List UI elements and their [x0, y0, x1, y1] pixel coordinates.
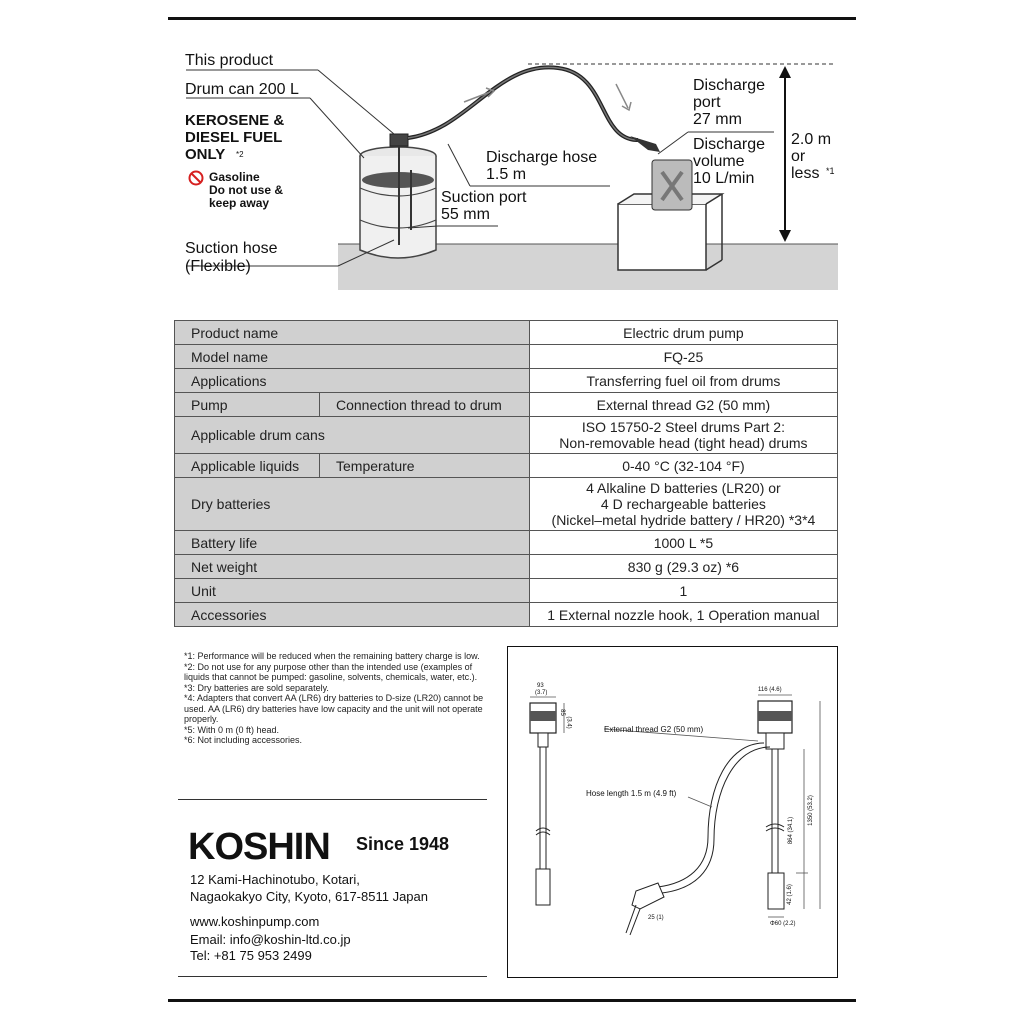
note-2: *2: Do not use for any purpose other than the intended use (examples of liquids that cannot be pumped: gasoline, solvents, chemicals, water, etc.). [184, 661, 478, 682]
liquids-label: Applicable liquids [175, 454, 320, 478]
discharge-volume-line3: 10 L/min [693, 170, 755, 187]
temperature: 0-40 °C (32-104 °F) [529, 454, 837, 478]
height-line3: less [791, 165, 820, 182]
battery-life-label: Battery life [175, 531, 530, 555]
model-name: FQ-25 [529, 345, 837, 369]
net-weight-label: Net weight [175, 555, 530, 579]
since-label: Since 1948 [356, 834, 450, 854]
address-line1: 12 Kami-Hachinotubo, Kotari, [190, 872, 360, 887]
applications-label: Applications [175, 369, 530, 393]
product-name-label: Product name [175, 321, 530, 345]
table-row [175, 454, 838, 478]
no-entry-icon [188, 170, 204, 186]
dim-93: 93 [537, 683, 544, 689]
dim-1350: 1350 (53.2) [807, 795, 814, 826]
drum-cans [529, 417, 837, 454]
bottom-rule [168, 999, 856, 1002]
note-1: *1: Performance will be reduced when the remaining battery charge is low. [184, 651, 480, 661]
dim-25: 25 (1) [648, 915, 664, 921]
net-weight: 830 g (29.3 oz) *6 [529, 555, 837, 579]
kerosene-note: *2 [236, 150, 244, 159]
drum-cans-label: Applicable drum cans [175, 417, 530, 454]
phone-number: Tel: +81 75 953 2499 [190, 948, 312, 963]
website-link[interactable]: www.koshinpump.com [190, 914, 320, 929]
table-row [175, 603, 838, 627]
height-line2: or [791, 148, 806, 165]
note-6: *6: Not including accessories. [184, 735, 303, 745]
kerosene-line1: KEROSENE & [185, 112, 285, 129]
drum-can-label: Drum can 200 L [185, 81, 299, 98]
discharge-hose [408, 67, 638, 140]
discharge-port-line1: Discharge [693, 77, 766, 94]
top-rule [168, 17, 856, 20]
table-row [175, 345, 838, 369]
hose-label: Hose length 1.5 m (4.9 ft) [586, 789, 677, 798]
connection: External thread G2 (50 mm) [529, 393, 837, 417]
discharge-port-line2: port [693, 94, 721, 111]
accessories-label: Accessories [175, 603, 530, 627]
pump-head [390, 134, 408, 146]
battery-life: 1000 L *5 [529, 531, 837, 555]
kerosene-line2: DIESEL FUEL [185, 129, 283, 146]
address-line2: Nagaokakyo City, Kyoto, 617-8511 Japan [190, 889, 428, 904]
height-note: *1 [826, 166, 835, 176]
batteries-3: (Nickel–metal hydride battery / HR20) *3*4 [551, 512, 816, 528]
gasoline-line2: Do not use & [209, 183, 283, 197]
unit-label: Unit [175, 579, 530, 603]
company-logo: KOSHIN [188, 826, 330, 868]
batteries-1: 4 Alkaline D batteries (LR20) or [586, 480, 781, 496]
table-row [175, 393, 838, 417]
note-3: *3: Dry batteries are sold separately. [184, 682, 329, 693]
footnotes [184, 651, 494, 746]
unit: 1 [529, 579, 837, 603]
notes-divider [178, 799, 487, 800]
dim-116: 116 (4.6) [758, 687, 782, 693]
temperature-label: Temperature [320, 454, 530, 478]
discharge-port-line3: 27 mm [693, 111, 742, 128]
dim-37: (3.7) [535, 690, 548, 696]
company-divider [178, 976, 487, 977]
discharge-volume-line1: Discharge [693, 136, 766, 153]
this-product-label: This product [185, 52, 274, 69]
drum-cans-1: ISO 15750-2 Steel drums Part 2: [581, 419, 785, 435]
applications: Transferring fuel oil from drums [529, 369, 837, 393]
kerosene-line3: ONLY [185, 146, 226, 163]
batteries-label: Dry batteries [175, 478, 530, 531]
nozzle [630, 136, 660, 152]
suction-hose-line2: (Flexible) [185, 258, 251, 275]
thread-label: External thread G2 (50 mm) [604, 725, 704, 734]
accessories: 1 External nozzle hook, 1 Operation manual [529, 603, 837, 627]
table-row [175, 555, 838, 579]
gasoline-line1: Gasoline [209, 170, 260, 184]
dim-85: 85 [558, 709, 565, 716]
dim-60: Φ60 (2.2) [770, 921, 796, 927]
dim-42: 42 (1.6) [786, 884, 793, 905]
spec-table [174, 320, 838, 627]
discharge-hose-line1: Discharge hose [486, 149, 598, 166]
table-row [175, 579, 838, 603]
discharge-hose-line2: 1.5 m [486, 166, 527, 183]
table-row [175, 417, 838, 454]
suction-port-line1: Suction port [441, 189, 527, 206]
table-row [175, 321, 838, 345]
discharge-volume-line2: volume [693, 153, 745, 170]
pump-label: Pump [175, 393, 320, 417]
dimension-drawing [507, 646, 838, 978]
height-line1: 2.0 m [791, 131, 832, 148]
table-row [175, 369, 838, 393]
table-row [175, 531, 838, 555]
drum-cans-2: Non-removable head (tight head) drums [559, 435, 808, 451]
suction-hose-line1: Suction hose [185, 240, 278, 257]
email-link[interactable]: Email: info@koshin-ltd.co.jp [190, 932, 351, 947]
product-name: Electric drum pump [529, 321, 837, 345]
dim-864: 864 (34.1) [788, 816, 795, 845]
model-name-label: Model name [175, 345, 530, 369]
note-4: *4: Adapters that convert AA (LR6) dry batteries to D-size (LR20) cannot be used. AA (LR6) dry batteries have low capacity and the unit will not operate properly. [184, 693, 484, 724]
suction-port-line2: 55 mm [441, 206, 490, 223]
connection-label: Connection thread to drum [320, 393, 530, 417]
note-5: *5: With 0 m (0 ft) head. [184, 724, 280, 735]
batteries [529, 478, 837, 531]
batteries-2: 4 D rechargeable batteries [600, 496, 766, 512]
dim-34: (3.4) [565, 716, 572, 729]
stand-box [618, 204, 706, 270]
table-row [175, 478, 838, 531]
gasoline-line3: keep away [209, 196, 270, 210]
